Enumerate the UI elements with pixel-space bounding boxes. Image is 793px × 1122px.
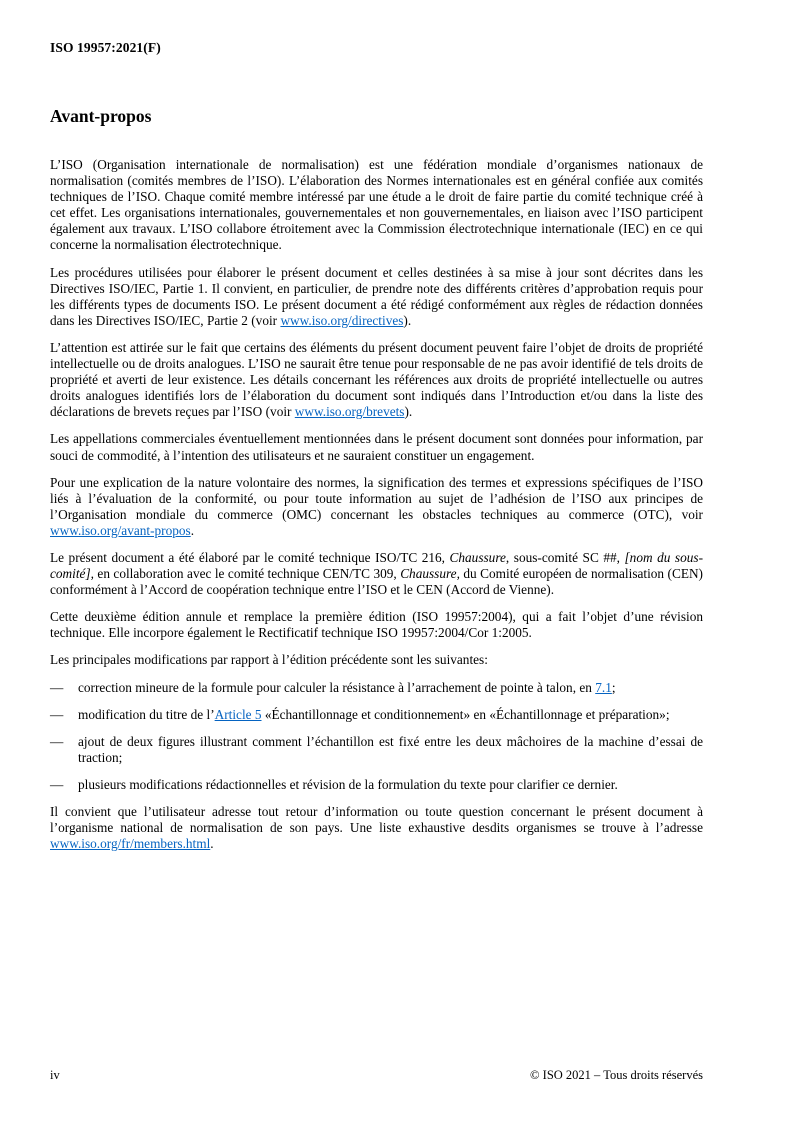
paragraph-patents: [50, 340, 703, 420]
copyright-notice: © ISO 2021 – Tous droits réservés: [530, 1068, 703, 1082]
text-run: ;: [611, 679, 616, 695]
text-run: ).: [404, 404, 413, 420]
paragraph-edition: Cette deuxième édition annule et remplace la première édition (ISO 19957:2004), qui a fait l’objet d’une révision technique. Elle incorpore également le Rectificatif technique ISO 19957:2004/Cor 1:2005.: [50, 609, 703, 641]
list-dash: —: [50, 679, 64, 695]
list-dash: —: [50, 706, 64, 722]
text-run: Pour une explication de la nature volontaire des normes, la signification des termes et expressions spécifiques de l’ISO liés à l’évaluation de la conformité, ou pour toute information au sujet de l’adhésion de l’ISO aux principes de l’Organisation mondiale du commerce (OMC) concernant les obstacles techniques au commerce (OTC), voir: [50, 474, 703, 522]
document-reference: ISO 19957:2021(F): [50, 40, 161, 55]
list-dash: —: [50, 733, 64, 749]
link-iso-members[interactable]: www.iso.org/fr/members.html: [50, 836, 211, 852]
list-dash: —: [50, 776, 64, 792]
text-run: modification du titre de l’: [78, 706, 215, 722]
link-iso-avant-propos[interactable]: www.iso.org/avant-propos: [50, 522, 191, 538]
paragraph-procedures: [50, 265, 703, 329]
text-run: ajout de deux figures illustrant comment l’échantillon est fixé entre les deux mâchoires de la machine d’essai de traction;: [78, 733, 703, 765]
text-run-italic: [nom du sous-comité],: [50, 549, 703, 582]
text-run: .: [210, 836, 214, 852]
paragraph-feedback: [50, 804, 703, 852]
link-iso-directives[interactable]: www.iso.org/directives: [280, 312, 404, 328]
paragraph-iso-intro: L’ISO (Organisation internationale de normalisation) est une fédération mondiale d’organismes nationaux de normalisation (comités membres de l’ISO). L’élaboration des Normes internationales est en général confiée aux comités techniques de l’ISO. Chaque comité membre intéressé par une étude a le droit de faire partie du comité technique créé à cet effet. Les organisations internationales, gouvernementales et non gouvernementales, en liaison avec l’ISO participent également aux travaux. L’ISO collabore étroitement avec la Commission électrotechnique internationale (IEC) en ce qui concerne la normalisation électrotechnique.: [50, 157, 703, 253]
text-run: .: [190, 522, 195, 538]
list-item-figures: [50, 734, 703, 766]
paragraph-trade-names: Les appellations commerciales éventuellement mentionnées dans le présent document sont données pour information, par souci de commodité, à l’intention des utilisateurs et ne sauraient constituer un engagement.: [50, 431, 703, 463]
list-item-correction: [50, 680, 703, 696]
text-run: Le présent document a été élaboré par le comité technique ISO/TC 216,: [50, 549, 450, 565]
page-footer: [50, 1068, 703, 1083]
paragraph-modifications-intro: Les principales modifications par rapport à l’édition précédente sont les suivantes:: [50, 652, 488, 668]
page-number: iv: [50, 1068, 60, 1082]
list-item-title-change: [50, 707, 703, 723]
text-run: plusieurs modifications rédactionnelles et révision de la formulation du texte pour clarifier ce dernier.: [78, 776, 618, 792]
text-run: Il convient que l’utilisateur adresse tout retour d’information ou toute question concernant le présent document à l’organisme national de normalisation de son pays. Une liste exhaustive desdits organismes se trouve à l’adresse: [50, 804, 703, 836]
text-run: ).: [403, 312, 412, 328]
paragraph-wto: [50, 475, 703, 539]
text-run: du Comité européen de normalisation (CEN) conformément à l’Accord de coopération technique entre l’ISO et le CEN (Accord de Vienne).: [50, 566, 703, 598]
text-run: , sous-comité SC ##,: [505, 549, 625, 565]
list-item-editorial: [50, 777, 703, 793]
text-run: L’attention est attirée sur le fait que certains des éléments du présent document peuvent faire l’objet de droits de propriété intellectuelle ou de droits analogues. L’ISO ne saurait être tenue pour responsable de ne pas avoir identifié de tels droits de propriété et averti de leur existence. Les détails concernant les références aux droits de propriété intellectuelle ou autres droits analogues identifiés lors de l’élaboration du document sont indiqués dans l’Introduction et/ou dans la liste des déclarations de brevets reçues par l’ISO (voir: [50, 339, 703, 420]
text-run: en collaboration avec le comité technique CEN/TC 309,: [93, 566, 401, 582]
text-run-italic: Chaussure,: [400, 566, 460, 582]
section-title: Avant-propos: [50, 106, 152, 126]
text-run: Les procédures utilisées pour élaborer le présent document et celles destinées à sa mise à jour sont décrites dans les Directives ISO/IEC, Partie 1. Il convient, en particulier, de prendre note des différents critères d’approbation requis pour les différents types de documents ISO. Le présent document a été rédigé conformément aux règles de rédaction données dans les Directives ISO/IEC, Partie 2 (voir: [50, 264, 703, 328]
text-run-italic: Chaussure: [449, 549, 506, 565]
foreword-body: [50, 157, 703, 852]
paragraph-committee: [50, 550, 703, 598]
link-ref-article-5[interactable]: Article 5: [214, 706, 262, 722]
text-run: «Échantillonnage et conditionnement» en «Échantillonnage et préparation»;: [261, 706, 670, 722]
link-iso-brevets[interactable]: www.iso.org/brevets: [294, 404, 405, 420]
text-run: correction mineure de la formule pour calculer la résistance à l’arrachement de pointe à talon, en: [78, 679, 596, 695]
link-ref-7-1[interactable]: 7.1: [595, 679, 612, 695]
